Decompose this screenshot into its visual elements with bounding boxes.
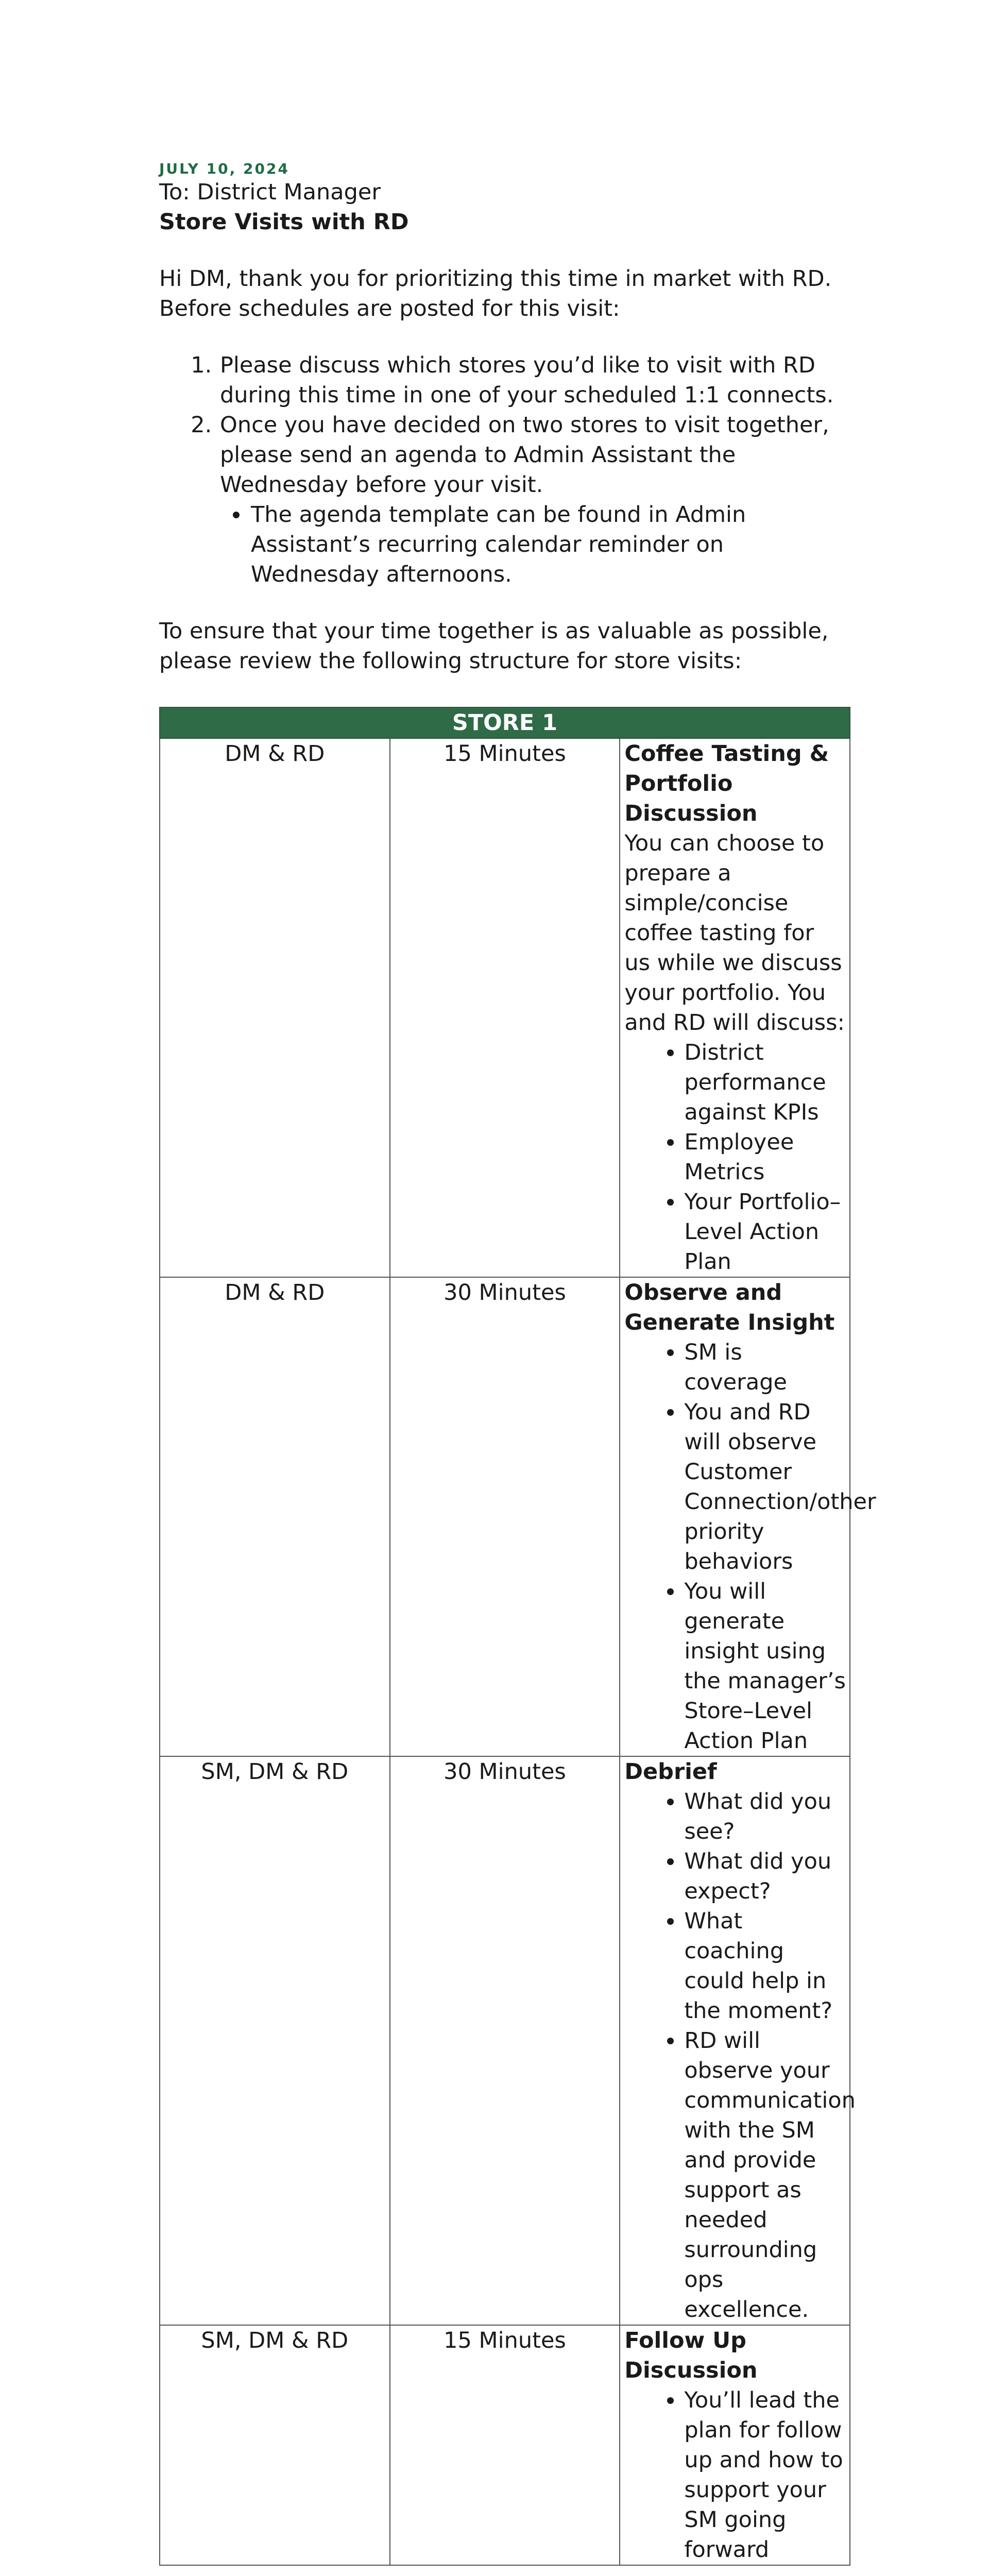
table-row	[160, 1277, 850, 1756]
duration-cell: 30 Minutes	[390, 1756, 620, 2325]
activity-cell	[620, 1756, 856, 2325]
activity-bullets	[624, 1787, 856, 2325]
step-text: Please discuss which stores you’d like to visit with RD during this time in one of your scheduled 1:1 connects.	[220, 352, 834, 408]
list-item: • What did you see?	[684, 1787, 846, 1846]
activity-bullets	[624, 1038, 846, 1277]
table-row	[160, 1756, 850, 2325]
recipient-line: To: District Manager	[159, 179, 381, 205]
step-item	[219, 350, 850, 410]
duration-cell: 30 Minutes	[390, 1277, 620, 1756]
step-sub-list	[220, 500, 850, 589]
list-item: • You’ll lead the plan for follow up and how to support your SM going forward	[684, 2385, 846, 2565]
list-item: • You and RD will observe Customer Connection/other priority behaviors	[684, 1397, 846, 1577]
duration-cell: 15 Minutes	[390, 738, 620, 1277]
activity-cell	[620, 738, 850, 1277]
activity-cell	[620, 2325, 850, 2565]
participants-cell: DM & RD	[160, 1277, 390, 1756]
activity-title: Coffee Tasting & Portfolio Discussion	[624, 741, 829, 826]
table-row	[160, 2325, 850, 2565]
activity-text: You can choose to prepare a simple/concise coffee tasting for us while we discuss your portfolio. You and RD will discuss:	[624, 831, 845, 1036]
list-item: • District performance against KPIs	[684, 1038, 846, 1127]
list-item: • SM is coverage	[684, 1337, 846, 1397]
list-item: • RD will observe your communication with the SM and provide support as needed surrounding ops excellence.	[684, 2026, 846, 2325]
list-item: • What did you expect?	[684, 1846, 846, 1906]
list-item: • Your Portfolio–Level Action Plan	[684, 1187, 846, 1277]
list-item: • You will generate insight using the manager’s Store–Level Action Plan	[684, 1577, 846, 1756]
intro-paragraph: Hi DM, thank you for prioritizing this time in market with RD. Before schedules are posted for this visit:	[159, 266, 832, 321]
pre-visit-steps	[159, 350, 850, 589]
step-sub-item: • The agenda template can be found in Admin Assistant’s recurring calendar reminder on Wednesday afternoons.	[250, 500, 850, 589]
participants-cell: DM & RD	[160, 738, 390, 1277]
activity-title: Follow Up Discussion	[624, 2328, 758, 2383]
activity-bullets	[624, 1337, 876, 1756]
activity-cell	[620, 1277, 876, 1756]
step-item	[219, 410, 850, 589]
table-row	[160, 738, 850, 1277]
store-1-header: STORE 1	[160, 707, 850, 738]
participants-cell: SM, DM & RD	[160, 1756, 390, 2325]
memo-subject: Store Visits with RD	[159, 209, 409, 235]
structure-intro: To ensure that your time together is as valuable as possible, please review the following structure for store visits:	[159, 618, 829, 674]
participants-cell: SM, DM & RD	[160, 2325, 390, 2565]
list-item: • Employee Metrics	[684, 1127, 846, 1187]
activity-title: Debrief	[624, 1759, 717, 1785]
step-text: Once you have decided on two stores to visit together, please send an agenda to Admin Assistant the Wednesday before your visit.	[220, 412, 829, 498]
memo-page	[159, 0, 876, 2576]
duration-cell: 15 Minutes	[390, 2325, 620, 2565]
activity-bullets	[624, 2385, 846, 2565]
activity-title: Observe and Generate Insight	[624, 1280, 835, 1335]
memo-date: JULY 10, 2024	[159, 160, 289, 177]
list-item: • What coaching could help in the moment?	[684, 1906, 846, 2026]
store-1-table	[159, 707, 876, 2566]
